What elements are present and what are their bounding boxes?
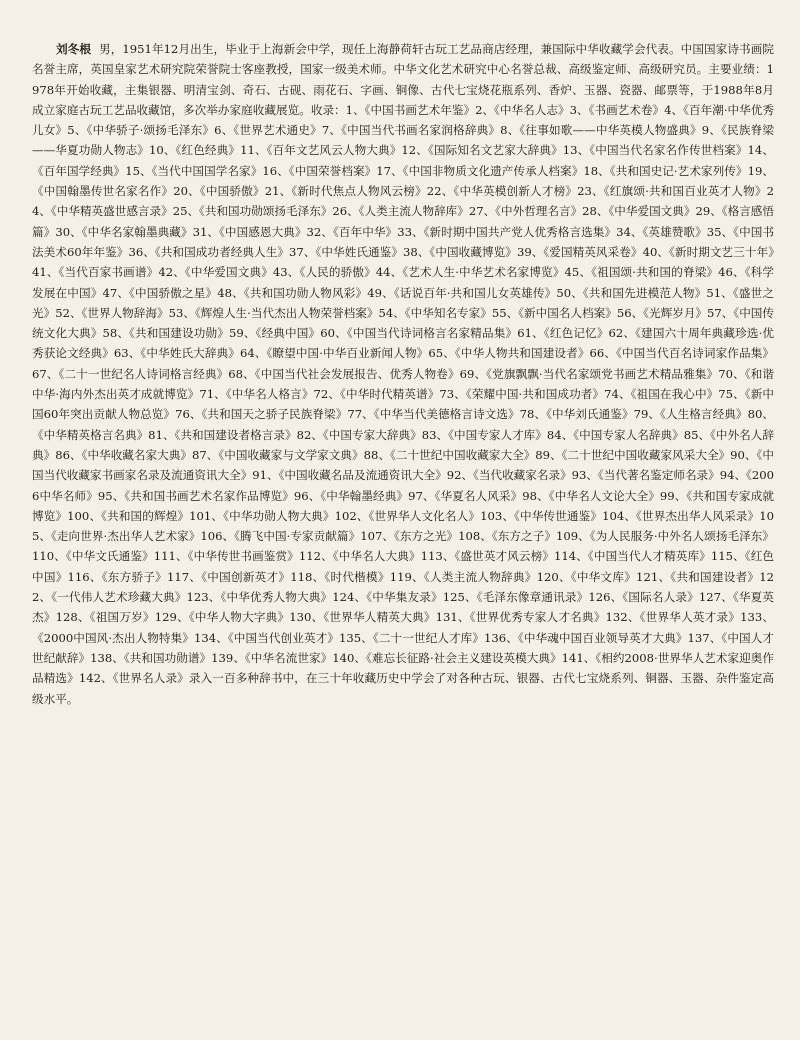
- person-name: 刘冬根: [56, 42, 92, 56]
- biography-text: 男，1951年12月出生，毕业于上海新会中学，现任上海静荷轩古玩工艺品商店经理，兼国际中华收藏学会代表。中国国家诗书画院名誉主席，英国皇家艺术研究院荣誉院士客座教授，国家一级美术师。中华文化艺术研究中心名誉总裁、高级鉴定师、高级研究员。主要业绩：1978年开始收藏，主集银器、明清宝剑、奇石、古砚、雨花石、字画、铜像、古代七宝烧花瓶系列、香炉、玉器、瓷器、邮票等，于1988年8月成立家庭古玩工艺品收藏馆，多次举办家庭收藏展览。收录：1、《中国书画艺术年鉴》2、《中华名人志》3、《书画艺术卷》4、《百年潮·中华优秀儿女》5、《中华骄子·颂扬毛泽东》6、《世界艺术通史》7、《中国当代书画名家润格辞典》8、《往事如歌——中华英模人物盛典》9、《民族脊梁——华夏功勋人物志》10、《红色经典》11、《百年文艺风云人物大典》12、《国际知名文艺家大辞典》13、《中国当代名家名作传世档案》14、《百年国学经典》15、《当代中国国学名家》16、《中国荣誉档案》17、《中国非物质文化遗产传承人档案》18、《共和国史记·艺术家列传》19、《中国翰墨传世名家名作》20、《中国骄傲》21、《新时代焦点人物风云榜》22、《中华英模创新人才榜》23、《红旗颂·共和国百业英才人物》24、《中华精英盛世感言录》25、《共和国功勋颂扬毛泽东》26、《人类主流人物辞库》27、《中外哲理名言》28、《中华爱国文典》29、《格言感悟篇》30、《中华名家翰墨典藏》31、《中国感恩大典》32、《百年中华》33、《新时期中国共产党人优秀格言选集》34、《英雄赞歌》35、《中国书法美术60年年鉴》36、《共和国成功者经典人生》37、《中华姓氏通鉴》38、《中国收藏博览》39、《爱国精英风采卷》40、《新时期文艺三十年》41、《当代百家书画谱》42、《中华爱国文典》43、《人民的骄傲》44、《艺术人生·中华艺术名家博览》45、《祖国颂·共和国的脊梁》46、《科学发展在中国》47、《中国骄傲之星》48、《共和国功勋人物风彩》49、《话说百年·共和国儿女英雄传》50、《共和国先进模范人物》51、《盛世之光》52、《世界人物辞海》53、《辉煌人生·当代杰出人物荣誉档案》54、《中华知名专家》55、《新中国名人档案》56、《光辉岁月》57、《中国传统文化大典》58、《共和国建设功勋》59、《经典中国》60、《中国当代诗词格言名家精品集》61、《红色记忆》62、《建国六十周年典藏珍选·优秀获论文经典》63、《中华姓氏大辞典》64、《瞭望中国·中华百业新闻人物》65、《中华人物共和国建设者》66、《中国当代百名诗词家作品集》67、《二十一世纪名人诗词格言经典》68、《中国当代社会发展报告、优秀人物卷》69、《党旗飘飘·当代名家颂党书画艺术精品雅集》70、《和谐中华·海内外杰出英才成就博览》71、《中华名人格言》72、《中华时代精英谱》73、《荣耀中国·共和国成功者》74、《祖国在我心中》75、《新中国60年突出贡献人物总览》76、《共和国天之骄子民族脊梁》77、《中华当代美德格言诗文选》78、《中华刘氏通鉴》79、《人生格言经典》80、《中华精英格言名典》81、《共和国建设者格言录》82、《中国专家大辞典》83、《中国专家人才库》84、《中国专家人名辞典》85、《中外名人辞典》86、《中华收藏名家大典》87、《中国收藏家与文学家文典》88、《二十世纪中国收藏家大全》89、《二十世纪中国收藏家风采大全》90、《中国当代收藏家书画家名录及流通资讯大全》91、《中国收藏名品及流通资讯大全》92、《当代收藏家名录》93、《当代著名鉴定师名录》94、《2006中华名师》95、《共和国书画艺术名家作品博览》96、《中华翰墨经典》97、《华夏名人风采》98、《中华名人文论大全》99、《共和国专家成就博览》100、《共和国的辉煌》101、《中华功勋人物大典》102、《世界华人文化名人》103、《中华传世通鉴》104、《世界杰出华人风采录》105、《走向世界·杰出华人艺术家》106、《腾飞中国·专家贡献篇》107、《东方之光》108、《东方之子》109、《为人民服务·中外名人颂扬毛泽东》110、《中华文氏通鉴》111、《中华传世书画鉴赏》112、《中华名人大典》113、《盛世英才风云榜》114、《中国当代人才精英库》115、《红色中国》116、《东方骄子》117、《中国创新英才》118、《时代楷模》119、《人类主流人物辞典》120、《中华文库》121、《共和国建设者》122、《一代伟人艺术珍藏大典》123、《中华优秀人物大典》124、《中华集友录》125、《毛泽东像章通讯录》126、《国际名人录》127、《华夏英杰》128、《祖国万岁》129、《中华人物大字典》130、《世界华人精英大典》131、《世界优秀专家人才名典》132、《世界华人英才录》133、《2000中国风·杰出人物特集》134、《中国当代创业英才》135、《二十一世纪人才库》136、《中华魂中国百业领导英才大典》137、《中国人才世纪献辞》138、《共和国功勋谱》139、《中华名流世家》140、《难忘长征路·社会主义建设英模大典》141、《相约2008·世界华人艺术家迎奥作品精选》142、《世界名人录》录入一百多种辞书中，在三十年收藏历史中学会了对各种古玩、银器、古代七宝烧系列、铜器、玉器、杂件鉴定高级水平。: [32, 42, 774, 706]
- biography-paragraph: [32, 39, 774, 709]
